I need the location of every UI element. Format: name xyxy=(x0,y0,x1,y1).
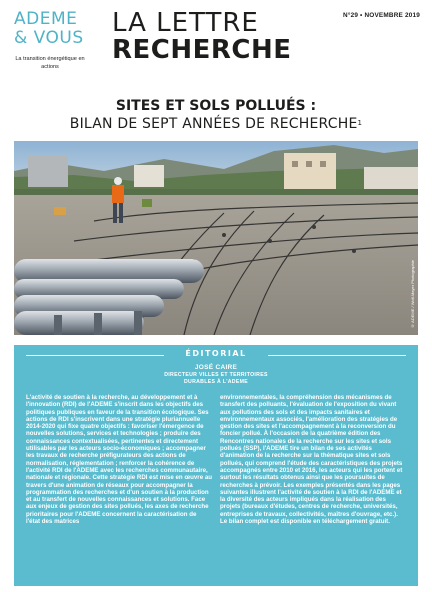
masthead xyxy=(0,0,432,92)
editorial-author: JOSÉ CAIRE xyxy=(194,364,238,371)
headline-line-2-text: BILAN DE SEPT ANNÉES DE RECHERCHE xyxy=(69,116,358,132)
editorial-label: ÉDITORIAL xyxy=(185,349,247,358)
divider-right xyxy=(268,355,406,356)
editorial-column-2: environnementales, la compréhension des mécanismes de transfert des polluants, l'évaluation de l'exposition du vivant aux pollutions des sols et des impacts sanitaires et environnementaux associés, l'amélioration des stratégies de gestion des sites et l'accompagnement à la reconversion du foncier pollué. À l'occasion de la quatrième édition des Rencontres nationales de la recherche sur les sites et sols pollués (SSP), l'ADEME tire un bilan de ses activités d'animation de la recherche sur la thématique sites et sols pollués, qui comprend l'étude des caractéristiques des projets accompagnés entre 2010 et 2016, les acteurs qui les portent et surtout les résultats obtenus ainsi que les poursuites de recherches à prévoir. Les exemples présentés dans les pages suivantes illustrent l'activité de soutien à la RDI de l'ADEME et la diversité des acteurs impliqués dans la réalisation des projets (bureaux d'études, centres de recherche, universités, entreprises de travaux, collectivités, maîtres d'ouvrage, etc.). Le bilan complet est disponible en téléchargement gratuit. xyxy=(220,394,403,526)
author-role-line-2: DURABLES À L'ADEME xyxy=(184,379,248,385)
site-photo-illustration xyxy=(14,141,418,335)
brand-tagline: La transition énergétique en actions xyxy=(15,56,85,70)
site-photo xyxy=(14,141,418,335)
brand-line-2: & VOUS xyxy=(14,28,84,48)
issue-number: N°29 • NOVEMBRE 2019 xyxy=(343,12,420,19)
divider-left xyxy=(26,355,164,356)
ademe-vous-logo xyxy=(14,10,106,71)
brand-line-1: ADEME xyxy=(14,9,78,29)
publication-title-line-2: RECHERCHE xyxy=(112,35,292,65)
editorial-author-role xyxy=(14,372,418,386)
editorial-columns xyxy=(26,394,406,582)
footnote-mark: 1 xyxy=(357,119,363,127)
publication-title-line-1: LA LETTRE xyxy=(112,8,259,38)
editorial-panel xyxy=(14,345,418,586)
headline-line-2 xyxy=(0,115,432,133)
article-headline xyxy=(0,98,432,133)
author-role-line-1: DIRECTEUR VILLES ET TERRITOIRES xyxy=(164,372,268,378)
publication-title xyxy=(112,10,292,64)
editorial-header xyxy=(14,349,418,361)
editorial-column-1: L'activité de soutien à la recherche, au développement et à l'innovation (RDI) de l'ADEME s'inscrit dans les objectifs des politiques publiques en faveur de la transition écologique. Ses actions de RDI s'inscrivent dans une stratégie pluriannuelle 2014-2020 qui fixe quatre objectifs : favoriser l'émergence de nouvelles solutions, services et technologies ; produire des connaissances contextualisées, pertinentes et directement utilisables par les acteurs socio-économiques ; accompagner les travaux de recherche préfigurateurs des actions de normalisation, réglementation ; renforcer la cohérence de l'activité RDI de l'ADEME avec les recherches communautaire, nationale et régionale. Cette stratégie RDI est mise en œuvre au travers d'une animation de réseaux pour accompagner la programmation des recherches et d'un soutien à la production et au transfert de nouvelles connaissances et solutions. Face aux enjeux de gestion des sites pollués, les axes de recherche prioritaires pour l'ADEME concernent la caractérisation de l'état des matrices xyxy=(26,394,212,526)
photo-credit: © ADEME / Wolf-Mayer Photographie xyxy=(410,260,415,329)
headline-line-1: SITES ET SOLS POLLUÉS : xyxy=(115,98,317,114)
